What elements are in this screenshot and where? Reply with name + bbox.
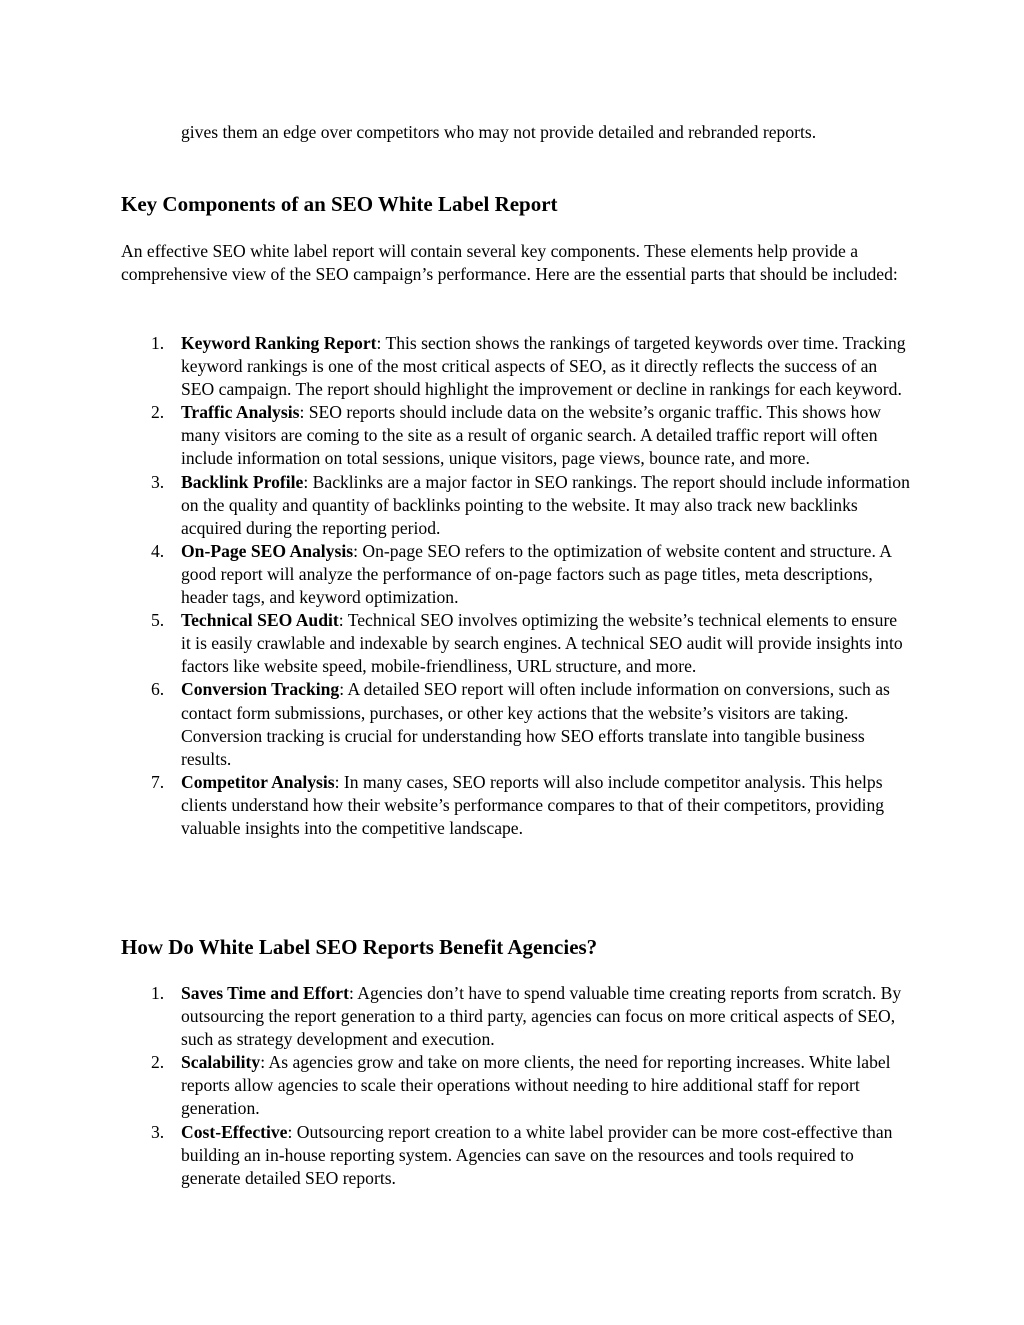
- continuation-paragraph: gives them an edge over competitors who may not provide detailed and rebranded reports.: [181, 122, 817, 142]
- list-item-title: Technical SEO Audit: [181, 610, 339, 631]
- section-heading-key-components: Key Components of an SEO White Label Report: [121, 192, 558, 216]
- list-item: [121, 401, 911, 470]
- list-item: [121, 982, 911, 1051]
- list-item: [121, 678, 911, 770]
- list-item-title: Saves Time and Effort: [181, 983, 349, 1003]
- section-heading-agency-benefits: How Do White Label SEO Reports Benefit Agencies?: [121, 935, 598, 959]
- list-item-text: : Outsourcing report creation to a white label provider can be more cost-effective than building an in-house reporting system. Agencies can save on the resources and tools required to generate detailed SEO reports.: [181, 1121, 893, 1188]
- list-item-text: : As agencies grow and take on more clients, the need for reporting increases. White label reports allow agencies to scale their operations without needing to hire additional staff for report generation.: [181, 1052, 891, 1119]
- list-item-title: On-Page SEO Analysis: [181, 540, 354, 561]
- intro-paragraph: An effective SEO white label report will contain several key components. These elements help provide a comprehensive view of the SEO campaign’s performance. Here are the essential parts that should be included:: [121, 241, 898, 284]
- list-item-title: Cost-Effective: [181, 1121, 288, 1142]
- list-item: [121, 1051, 911, 1120]
- key-components-list: [121, 332, 911, 840]
- list-item-title: Backlink Profile: [181, 471, 304, 492]
- list-item-text: : Agencies don’t have to spend valuable time creating reports from scratch. By outsourcing the report generation to a third party, agencies can focus on more critical aspects of SEO, such as strategy development and execution.: [181, 983, 902, 1050]
- list-item-number: 2.: [151, 1052, 165, 1073]
- list-item: [121, 1121, 911, 1190]
- list-item-title: Traffic Analysis: [181, 402, 300, 423]
- list-item: [121, 471, 911, 540]
- agency-benefits-list: [121, 982, 911, 1190]
- list-item-text: : Backlinks are a major factor in SEO rankings. The report should include information on the quality and quantity of backlinks pointing to the website. It may also track new backlinks acquired during the reporting period.: [181, 471, 910, 538]
- list-item-title: Conversion Tracking: [181, 679, 340, 700]
- list-item-text: : A detailed SEO report will often include information on conversions, such as contact form submissions, purchases, or other key actions that the website’s visitors are taking. Conversion tracking is crucial for understanding how SEO efforts translate into tangible business results.: [181, 679, 890, 769]
- list-item-number: 6.: [151, 679, 165, 700]
- list-item-text: : SEO reports should include data on the website’s organic traffic. This shows how many visitors are coming to the site as a result of organic search. A detailed traffic report will often include information on total sessions, unique visitors, page views, bounce rate, and more.: [181, 402, 881, 469]
- list-item-number: 4.: [151, 540, 165, 561]
- list-item: [121, 609, 911, 678]
- list-item-title: Competitor Analysis: [181, 771, 335, 792]
- list-item-title: Keyword Ranking Report: [181, 333, 377, 353]
- list-item-text: : On-page SEO refers to the optimization of website content and structure. A good report will analyze the performance of on-page factors such as page titles, meta descriptions, header tags, and keyword optimization.: [181, 540, 892, 608]
- list-item-text: : Technical SEO involves optimizing the website’s technical elements to ensure it is easily crawlable and indexable by search engines. A technical SEO audit will provide insights into factors like website speed, mobile-friendliness, URL structure, and more.: [181, 610, 903, 677]
- list-item: [121, 771, 911, 840]
- list-item-number: 5.: [151, 610, 165, 631]
- list-item-text: : In many cases, SEO reports will also include competitor analysis. This helps clients understand how their website’s performance compares to that of their competitors, providing valuable insights into the competitive landscape.: [181, 771, 885, 838]
- list-item-number: 3.: [151, 1121, 165, 1142]
- list-item-number: 1.: [151, 983, 165, 1003]
- list-item-number: 3.: [151, 471, 165, 492]
- list-item-number: 7.: [151, 771, 165, 792]
- list-item-number: 1.: [151, 333, 165, 353]
- list-item-number: 2.: [151, 402, 165, 423]
- list-item: [121, 332, 911, 401]
- list-item-text: : This section shows the rankings of targeted keywords over time. Tracking keyword rankings is one of the most critical aspects of SEO, as it directly reflects the success of an SEO campaign. The report should highlight the improvement or decline in rankings for each keyword.: [181, 333, 906, 400]
- list-item-title: Scalability: [181, 1052, 261, 1073]
- list-item: [121, 540, 911, 609]
